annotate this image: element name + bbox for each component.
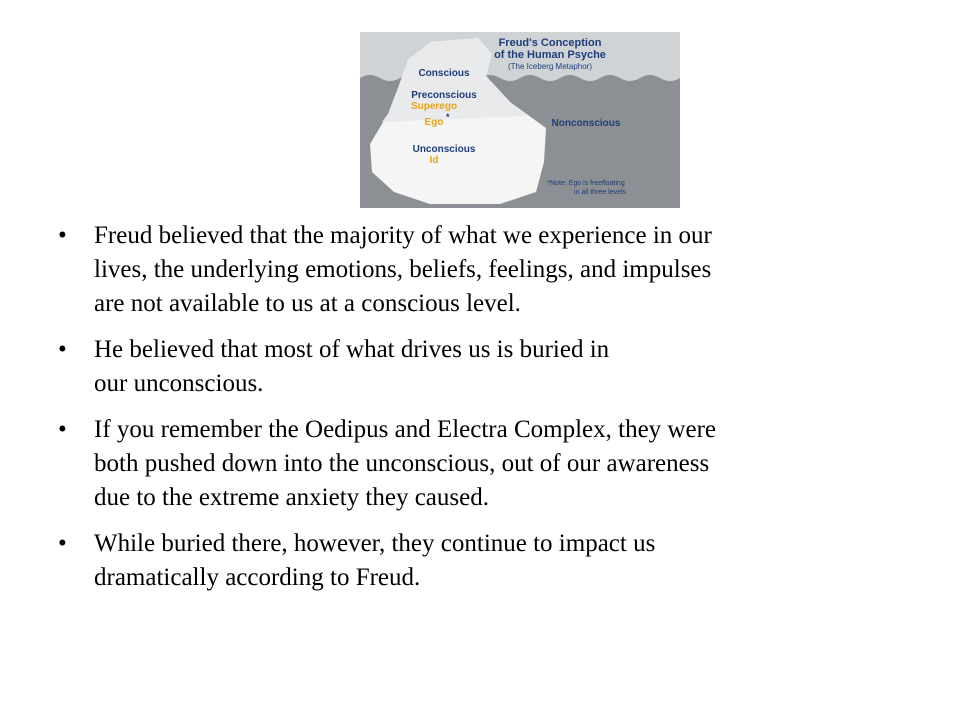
bullet-item xyxy=(58,527,908,595)
bullet-line: If you remember the Oedipus and Electra Complex, they were xyxy=(94,416,716,443)
bullet-line: lives, the underlying emotions, beliefs, feelings, and impulses xyxy=(94,256,712,283)
bullet-glyph: • xyxy=(58,336,67,363)
label-unconscious: Unconscious xyxy=(412,144,476,155)
note-line-2: in all three levels xyxy=(573,189,627,196)
label-ego-mark: * xyxy=(446,112,450,122)
bullet-glyph: • xyxy=(58,530,67,557)
bullet-glyph: • xyxy=(58,222,67,249)
label-conscious: Conscious xyxy=(418,68,470,79)
bullet-line: Freud believed that the majority of what we experience in our xyxy=(94,222,712,249)
bullet-line: our unconscious. xyxy=(94,370,264,397)
figure-subtitle: (The Iceberg Metaphor) xyxy=(507,62,593,71)
iceberg-figure xyxy=(360,32,680,208)
bullet-line: due to the extreme anxiety they caused. xyxy=(94,484,489,511)
label-id: Id xyxy=(429,155,439,166)
bullet-line: He believed that most of what drives us is buried in xyxy=(94,336,610,363)
bullet-line: both pushed down into the unconscious, out of our awareness xyxy=(94,450,710,477)
iceberg-diagram xyxy=(360,32,680,208)
figure-title-1: Freud's Conception xyxy=(498,37,602,49)
bullet-line: While buried there, however, they continue to impact us xyxy=(94,530,656,557)
label-superego: Superego xyxy=(410,101,458,112)
bullet-item xyxy=(58,413,908,515)
note-line-1: *Note: Ego is freefloating xyxy=(547,180,625,187)
label-nonconscious: Nonconscious xyxy=(551,118,621,129)
bullet-list xyxy=(58,219,908,607)
label-ego: Ego xyxy=(424,117,444,128)
label-preconscious: Preconscious xyxy=(411,90,477,101)
figure-title-2: of the Human Psyche xyxy=(494,49,606,61)
bullet-item xyxy=(58,333,908,401)
bullet-line: dramatically according to Freud. xyxy=(94,564,421,591)
bullet-glyph: • xyxy=(58,416,67,443)
bullet-item xyxy=(58,219,908,321)
bullet-line: are not available to us at a conscious level. xyxy=(94,290,521,317)
